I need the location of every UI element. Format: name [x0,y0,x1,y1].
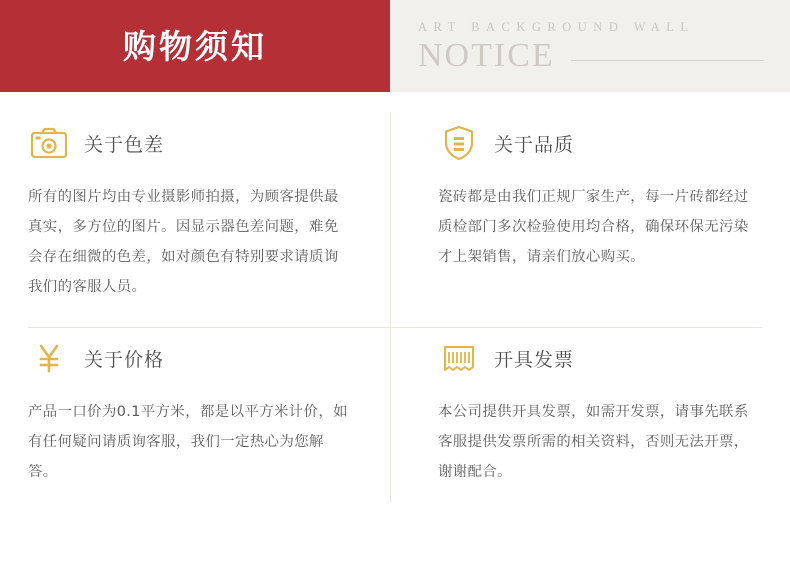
notice-body: 所有的图片均由专业摄影师拍摄，为顾客提供最真实，多方位的图片。因显示器色差问题，难免会存在细微的色差，如对颜色有特别要求请质询我们的客服人员。 [28,189,339,295]
shield-quality-icon [438,122,480,164]
header-title-banner [0,0,390,92]
notice-body: 产品一口价为0.1平方米，都是以平方米计价，如有任何疑问请质询客服，我们一定热心为您解答。 [28,404,348,480]
notice-header [438,337,754,379]
notice-title: 开具发票 [494,348,575,371]
header-subtitle: NOTICE [418,36,555,74]
yuan-price-icon [28,337,70,379]
invoice-icon [438,337,480,379]
notice-header [28,337,352,379]
header-subtitle-row [418,36,790,74]
notice-header [28,122,352,164]
notice-title: 关于色差 [84,133,165,156]
header-kicker: ART BACKGROUND WALL [418,20,695,35]
notice-header [438,122,754,164]
notice-item-quality [390,92,790,307]
page-header [0,0,790,92]
notice-item-invoice [390,307,790,522]
notice-title: 关于品质 [494,133,575,156]
notice-title: 关于价格 [84,348,165,371]
header-rule-divider [571,60,764,61]
notice-body: 瓷砖都是由我们正规厂家生产，每一片砖都经过质检部门多次检验使用均合格，确保环保无污染才上架销售，请亲们放心购买。 [438,189,749,265]
header-subtitle-area [390,0,790,92]
notice-body: 本公司提供开具发票，如需开发票，请事先联系客服提供发票所需的相关资料，否则无法开票，谢谢配合。 [438,404,749,480]
notice-item-price [0,307,390,522]
notice-grid [0,92,790,522]
camera-icon [28,122,70,164]
page-title: 购物须知 [123,26,267,66]
notice-item-color [0,92,390,307]
